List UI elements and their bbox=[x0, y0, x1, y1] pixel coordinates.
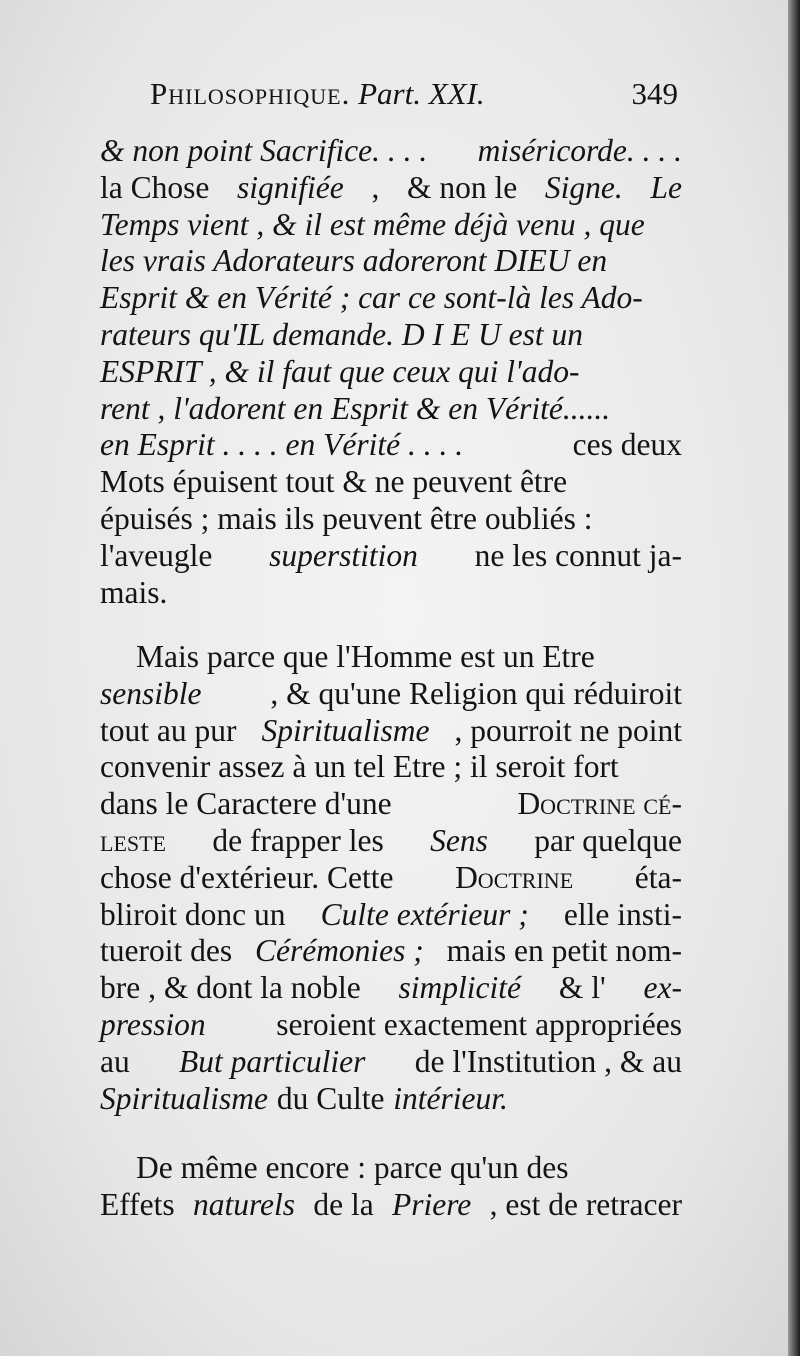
text-line bbox=[100, 464, 682, 501]
running-header bbox=[150, 72, 690, 116]
text-line bbox=[100, 897, 682, 934]
roman-text: au bbox=[100, 1043, 130, 1079]
roman-text: & l' bbox=[558, 970, 606, 1006]
text-line bbox=[100, 538, 682, 575]
roman-text: épuisés ; mais ils peuvent être oubliés : bbox=[100, 500, 593, 536]
italic-text: superstition bbox=[269, 537, 418, 573]
italic-text: simplicité bbox=[398, 970, 522, 1006]
text-line bbox=[100, 713, 682, 750]
italic-text: signifiée bbox=[237, 169, 344, 205]
text-line bbox=[100, 786, 682, 823]
text-line bbox=[100, 501, 682, 538]
text-line bbox=[100, 280, 682, 317]
text-line bbox=[100, 243, 682, 280]
page-number: 349 bbox=[631, 76, 678, 111]
italic-text: Sens bbox=[430, 822, 488, 858]
roman-text: convenir assez à un tel Etre ; il seroit fort bbox=[100, 749, 619, 785]
part-label: Part. XXI. bbox=[358, 76, 485, 111]
roman-text: de la bbox=[313, 1186, 374, 1222]
text-line bbox=[100, 639, 682, 676]
roman-text: du Culte bbox=[276, 1080, 385, 1116]
text-line bbox=[100, 354, 682, 391]
paragraph-3 bbox=[100, 1150, 682, 1224]
italic-text: en Esprit . . . . en Vérité . . . . bbox=[100, 427, 464, 463]
italic-text: ex- bbox=[643, 970, 682, 1006]
roman-text: , est de retracer bbox=[489, 1186, 682, 1222]
italic-text: rent , l'adorent en Esprit & en Vérité...... bbox=[100, 390, 611, 426]
italic-text: & non point Sacrifice. . . . bbox=[100, 133, 428, 168]
roman-text: la Chose bbox=[100, 169, 210, 205]
roman-text: , pourroit ne point bbox=[454, 712, 682, 748]
text-line bbox=[100, 823, 682, 860]
roman-text: Mais parce que l'Homme est un Etre bbox=[136, 639, 595, 674]
roman-text: de frapper les bbox=[212, 822, 384, 858]
italic-text: Spiritualisme bbox=[100, 1080, 269, 1116]
roman-text: , & qu'une Religion qui réduiroit bbox=[270, 675, 682, 711]
roman-text: dans le Caractere d'une bbox=[100, 786, 392, 822]
italic-text: sensible bbox=[100, 675, 202, 711]
roman-text: Mots épuisent tout & ne peuvent être bbox=[100, 464, 568, 500]
text-line bbox=[100, 575, 682, 612]
italic-text: Le bbox=[650, 169, 682, 205]
roman-text: l'aveugle bbox=[100, 537, 213, 573]
text-line bbox=[100, 970, 682, 1007]
roman-text: & non le bbox=[406, 169, 518, 205]
running-title: Philosophique. bbox=[150, 76, 351, 111]
roman-text: tueroit des bbox=[100, 933, 233, 969]
roman-text: , bbox=[371, 169, 380, 205]
italic-text: Esprit & en Vérité ; car ce sont-là les Ado- bbox=[100, 280, 643, 316]
italic-text: naturels bbox=[192, 1186, 296, 1222]
italic-text: rateurs qu'IL demande. D I E U est un bbox=[100, 316, 583, 352]
roman-text: bliroit donc un bbox=[100, 896, 286, 932]
small-caps-text: leste bbox=[100, 822, 166, 858]
roman-text: bre , & dont la noble bbox=[100, 970, 361, 1006]
text-line bbox=[100, 1187, 682, 1224]
italic-text: pression bbox=[100, 1006, 206, 1042]
italic-text: Spiritualisme bbox=[261, 712, 430, 748]
text-line bbox=[100, 427, 682, 464]
paragraph-2 bbox=[100, 639, 682, 1117]
text-line bbox=[100, 1007, 682, 1044]
roman-text: seroient exactement appropriées bbox=[276, 1006, 682, 1042]
roman-text: ne les connut ja- bbox=[474, 537, 682, 573]
text-line bbox=[100, 1081, 682, 1118]
italic-text: Cérémonies ; bbox=[254, 933, 424, 969]
text-line bbox=[100, 1044, 682, 1081]
text-line bbox=[100, 933, 682, 970]
roman-text: chose d'extérieur. Cette bbox=[100, 859, 394, 895]
roman-text: De même encore : parce qu'un des bbox=[136, 1150, 569, 1185]
roman-text: mais en petit nom- bbox=[446, 933, 682, 969]
italic-text: Priere bbox=[391, 1186, 472, 1222]
text-line bbox=[100, 170, 682, 207]
text-line bbox=[100, 860, 682, 897]
small-caps-text: Doctrine bbox=[455, 859, 574, 895]
italic-text: ESPRIT , & il faut que ceux qui l'ado- bbox=[100, 353, 580, 389]
small-caps-text: Doctrine cé- bbox=[517, 786, 682, 822]
italic-text: Culte extérieur ; bbox=[320, 896, 529, 932]
text-line bbox=[100, 676, 682, 713]
italic-text: Signe. bbox=[544, 169, 623, 205]
text-line bbox=[100, 749, 682, 786]
page-edge-shadow bbox=[788, 0, 800, 1356]
text-line bbox=[100, 1150, 682, 1187]
text-line bbox=[100, 317, 682, 354]
italic-text: miséricorde. . . . bbox=[477, 133, 682, 168]
italic-text: Temps vient , & il est même déjà venu , que bbox=[100, 206, 645, 242]
italic-text: intérieur. bbox=[393, 1080, 508, 1116]
roman-text: tout au pur bbox=[100, 712, 237, 748]
roman-text: ces deux bbox=[572, 427, 682, 463]
roman-text: par quelque bbox=[534, 822, 682, 858]
italic-text: But particulier bbox=[179, 1043, 366, 1079]
text-line bbox=[100, 391, 682, 428]
text-line bbox=[100, 207, 682, 244]
text-line bbox=[100, 133, 682, 170]
roman-text: éta- bbox=[634, 859, 682, 895]
roman-text: Effets bbox=[100, 1186, 175, 1222]
roman-text: mais. bbox=[100, 574, 168, 610]
italic-text: les vrais Adorateurs adoreront DIEU en bbox=[100, 243, 608, 279]
roman-text: de l'Institution , & au bbox=[414, 1043, 682, 1079]
roman-text: elle insti- bbox=[563, 896, 682, 932]
paragraph-1 bbox=[100, 133, 682, 611]
